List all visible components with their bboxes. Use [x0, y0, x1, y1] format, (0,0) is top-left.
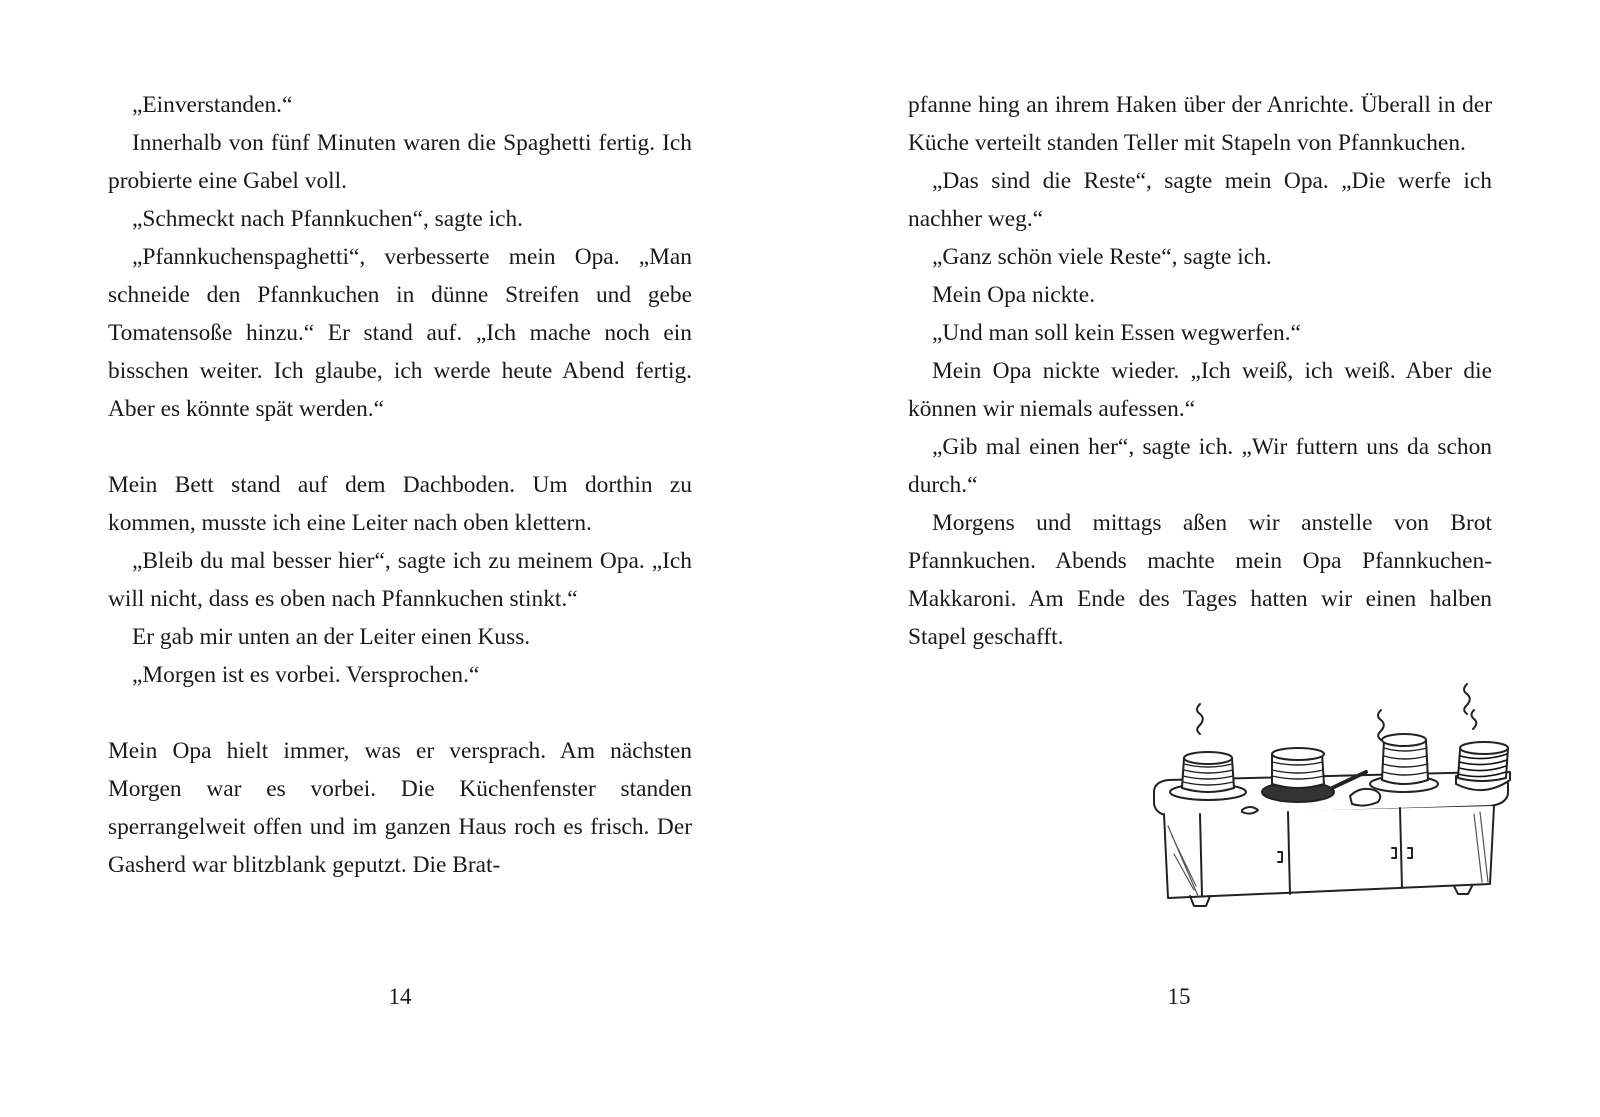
paragraph: „Morgen ist es vorbei. Versprochen.“ — [132, 662, 480, 688]
steam-icon — [1378, 710, 1384, 740]
page-number: 14 — [388, 984, 412, 1009]
paragraph: „Bleib du mal besser hier“, sagte ich zu meinem Opa. „Ich will nicht, dass es oben nach Pfannkuchen stinkt.“ — [108, 548, 692, 612]
paragraph: Mein Bett stand auf dem Dachboden. Um dorthin zu kommen, musste ich eine Leiter nach oben klettern. — [108, 472, 692, 536]
paragraph: pfanne hing an ihrem Haken über der Anrichte. Überall in der Küche verteilt standen Teller mit Stapeln von Pfannkuchen. — [908, 92, 1492, 156]
paragraph: Mein Opa nickte wieder. „Ich weiß, ich weiß. Aber die können wir niemals aufessen.“ — [908, 358, 1492, 422]
steam-icon — [1197, 704, 1203, 734]
left-page-text — [108, 86, 692, 884]
paragraph: „Schmeckt nach Pfannkuchen“, sagte ich. — [132, 206, 523, 232]
paragraph: „Und man soll kein Essen wegwerfen.“ — [932, 320, 1301, 346]
paragraph: „Einverstanden.“ — [132, 92, 293, 118]
paragraph: Morgens und mittags aßen wir anstelle von Brot Pfannkuchen. Abends machte mein Opa Pfannkuchen-Makkaroni. Am Ende des Tages hatten wir einen halben Stapel geschafft. — [908, 510, 1492, 650]
right-page — [800, 0, 1600, 1117]
paragraph: Er gab mir unten an der Leiter einen Kuss. — [132, 624, 531, 650]
paragraph: Innerhalb von fünf Minuten waren die Spaghetti fertig. Ich probierte eine Gabel voll. — [108, 130, 692, 194]
right-page-text — [908, 86, 1492, 656]
steam-icon — [1464, 684, 1470, 714]
paragraph: „Pfannkuchenspaghetti“, verbesserte mein Opa. „Man schneide den Pfannkuchen in dünne Streifen und gebe Tomatensoße hinzu.“ Er stand auf. „Ich mache noch ein bisschen weiter. Ich glaube, ich werde heute Abend fertig. Aber es könnte spät werden.“ — [108, 244, 692, 422]
paragraph: „Gib mal einen her“, sagte ich. „Wir futtern uns da schon durch.“ — [908, 434, 1492, 498]
paragraph: Mein Opa hielt immer, was er versprach. Am nächsten Morgen war es vorbei. Die Küchenfenster standen sperrangelweit offen und im ganzen Haus roch es frisch. Der Gasherd war blitzblank geputzt. Die Brat- — [108, 738, 692, 878]
paragraph: Mein Opa nickte. — [932, 282, 1096, 308]
paragraph: „Das sind die Reste“, sagte mein Opa. „Die werfe ich nachher weg.“ — [908, 168, 1492, 232]
kitchen-counter-pancake-stacks-illustration — [1138, 676, 1518, 926]
page-number: 15 — [1167, 984, 1191, 1009]
paragraph: „Ganz schön viele Reste“, sagte ich. — [932, 244, 1272, 270]
steam-icon — [1472, 710, 1477, 729]
section-gap — [108, 428, 692, 466]
section-gap — [108, 694, 692, 732]
